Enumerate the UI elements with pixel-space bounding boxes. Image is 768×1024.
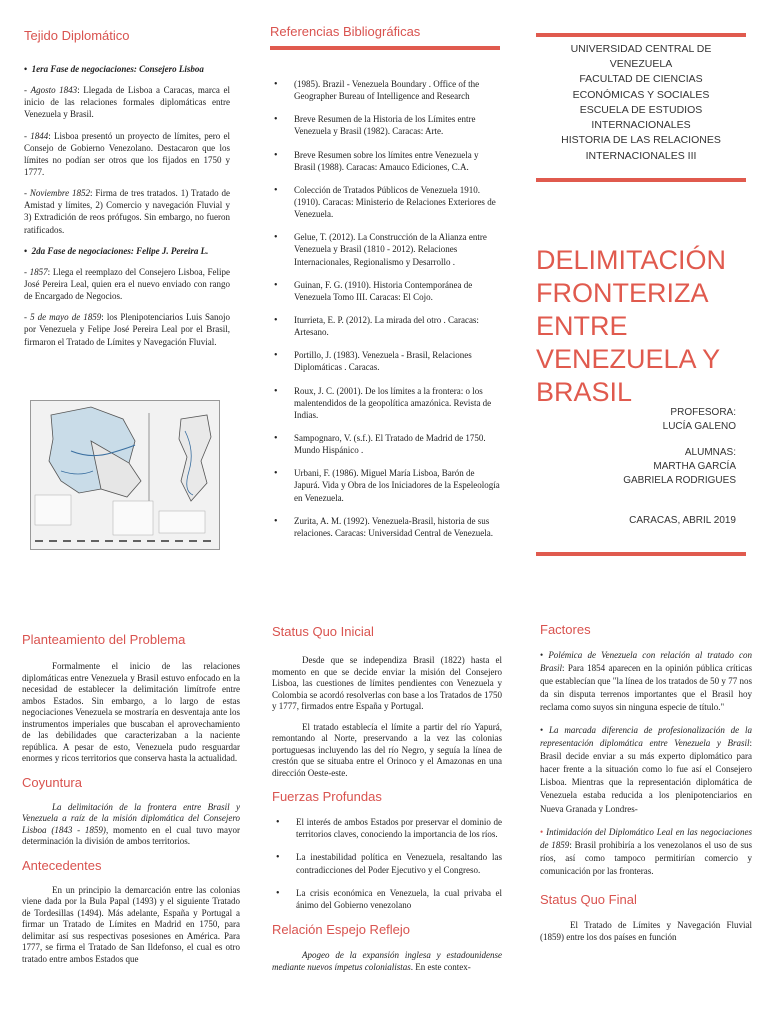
divider-referencias bbox=[270, 46, 500, 50]
institution-block bbox=[536, 42, 746, 172]
event-1844: - 1844: Lisboa presentó un proyecto de límites, pero el Consejo de Gobierno Venezolano. Destacaron que los límites no podían ser otros que los fijados en 1750 y 1777. bbox=[24, 130, 230, 177]
references-list bbox=[270, 78, 502, 539]
reference-item: • (1985). Brazil - Venezuela Boundary . Office of the Geographer Bureau of Intelligence and Research bbox=[270, 78, 502, 102]
reference-item: • Zurita, A. M. (1992). Venezuela-Brasil, historia de sus relaciones. Caracas: Universidad Central de Venezuela. bbox=[270, 515, 502, 539]
institution-line: VENEZUELA bbox=[609, 58, 673, 71]
students-label: ALUMNAS: bbox=[684, 447, 736, 458]
cover-mid-bar bbox=[536, 178, 746, 182]
cover-top-bar bbox=[536, 33, 746, 37]
status-inicial-text-1: Desde que se independiza Brasil (1822) hasta el momento en que se decide enviar la misión del Consejero Lisboa, las cuestiones de límites pendientes con Venezuela y Colombia se acordó resolverlas con base a los Tratados de 1750 y 1777, firmados entre España y Portugal. bbox=[272, 655, 502, 712]
forces-list bbox=[272, 816, 502, 911]
reference-item: • Roux, J. C. (2001). De los límites a la frontera: o los malentendidos de la geopolítica amazónica. Revista de Indias. bbox=[270, 385, 502, 421]
cover-title-block bbox=[536, 244, 762, 404]
force-item: • La inestabilidad política en Venezuela, resaltando las contradicciones del Poder Ejecutivo y el Congreso. bbox=[272, 851, 502, 875]
reference-item: • Breve Resumen de la Historia de los Límites entre Venezuela y Brasil (1982). Caracas: Arte. bbox=[270, 113, 502, 137]
factor-3: • Intimidación del Diplomático Leal en las negociaciones de 1859: Brasil prohibiría a los venezolanos el uso de sus ríos, así como tampoco permitirían comercio y comunicación por las fronteras. bbox=[540, 826, 752, 876]
student-1: MARTHA GARCÍA bbox=[653, 461, 736, 472]
event-1857: - 1857: Llega el reemplazo del Consejero Lisboa, Felipe José Pereira Leal, quien era el nuevo enviado con rango de Encargado de Negocios. bbox=[24, 266, 230, 302]
map-drawing bbox=[31, 401, 219, 549]
institution-line: ECONÓMICAS Y SOCIALES bbox=[572, 88, 710, 101]
panel-factores bbox=[540, 622, 752, 1024]
heading-referencias: Referencias Bibliográficas bbox=[270, 24, 421, 39]
event-1843: - Agosto 1843: Llegada de Lisboa a Caracas, marca el inicio de las relaciones formales diplomáticas entre Venezuela y Brasil. bbox=[24, 85, 230, 120]
institution-line: FACULTAD DE CIENCIAS bbox=[579, 73, 703, 86]
institution-line: INTERNACIONALES III bbox=[585, 149, 697, 162]
heading-antecedentes: Antecedentes bbox=[22, 857, 102, 873]
reference-item: • Iturrieta, E. P. (2012). La mirada del otro . Caracas: Artesano. bbox=[270, 314, 502, 338]
cover-title-line: BRASIL bbox=[536, 376, 633, 404]
force-item: • El interés de ambos Estados por preservar el dominio de territorios claves, conociendo la importancia de los ríos. bbox=[272, 816, 502, 840]
references-container bbox=[270, 78, 502, 558]
cover-bottom-bar bbox=[536, 552, 746, 556]
planteamiento-text: Formalmente el inicio de las relaciones diplomáticas entre Venezuela y Brasil estuvo enfocado en la necesidad de establecer la delimitación limítrofe entre ambos Estados. Sin embargo, a lo largo de estas negociaciones Venezuela se mostraría en desventaja ante los instrumentos imperiales que buscaban el aprovechamiento de las debilidades que caracterizaban a la naciente república. A pesar de esto, Venezuela pudo resguardar enormes y ricos territorios que conserva hasta la actualidad. bbox=[22, 661, 240, 764]
heading-factores: Factores bbox=[540, 622, 591, 637]
place-date: CARACAS, ABRIL 2019 bbox=[629, 515, 736, 526]
factor-2: • La marcada diferencia de profesionalización de la representación diplomática entre Venezuela y Brasil: Brasil decide enviar a su más experto diplomático para hacer frente a la situación como lo fue así el Consejero Lisboa. Mientras que la representación diplomática de Venezuela estaba reducida a los plenipotenciarios en Nueva Granada y Londres- bbox=[540, 725, 752, 814]
status-inicial-text-2: El tratado establecía el límite a partir del río Yapurá, remontando al Norte, preservando a la vez las colonias portuguesas incluyendo las del río Negro, y seguía la línea de crestón que se situaba entre el Orinoco y el Amazonas en una dirección Oeste-este. bbox=[272, 721, 502, 778]
professor-name: LUCÍA GALENO bbox=[662, 421, 736, 432]
panel-status-quo-inicial bbox=[272, 624, 502, 1024]
cover-title-line: DELIMITACIÓN bbox=[536, 245, 727, 275]
reference-item: • Sampognaro, V. (s.f.). El Tratado de Madrid de 1750. Mundo Hispánico . bbox=[270, 432, 502, 456]
reference-item: • Guinan, F. G. (1910). Historia Contemporánea de Venezuela Tomo III. Caracas: El Cojo. bbox=[270, 279, 502, 303]
phase2-title: • 2da Fase de negociaciones: Felipe J. Pereira L. bbox=[24, 245, 209, 256]
relacion-espejo-text: Apogeo de la expansión inglesa y estadounidense mediante nuevos ímpetus colonialistas. En este contex- bbox=[272, 950, 502, 973]
reference-item: • Colección de Tratados Públicos de Venezuela 1910. (1910). Caracas: Ministerio de Relaciones Exteriores de Venezuela. bbox=[270, 184, 502, 220]
institution-line: UNIVERSIDAD CENTRAL DE bbox=[570, 43, 712, 55]
institution-line: INTERNACIONALES bbox=[591, 119, 691, 132]
panel-tejido-diplomatico bbox=[24, 28, 230, 398]
heading-status-quo-inicial: Status Quo Inicial bbox=[272, 624, 374, 639]
reference-item: • Breve Resumen sobre los límites entre Venezuela y Brasil (1988). Caracas: Amauco Ediciones, C.A. bbox=[270, 149, 502, 173]
boundary-map-image bbox=[30, 400, 220, 550]
heading-planteamiento: Planteamiento del Problema bbox=[22, 632, 186, 647]
coyuntura-text: La delimitación de la frontera entre Brasil y Venezuela a raíz de la misión diplomática del Consejero Lisboa (1843 - 1859), momento en el cual tuvo mayor determinación la división de ambos territorios. bbox=[22, 801, 240, 847]
event-1859: - 5 de mayo de 1859: los Plenipotenciarios Luis Sanojo por Venezuela y Felipe José Pereira Leal por el Brasil, firmaron el Tratado de Límites y Navegación Fluvial. bbox=[24, 312, 230, 347]
cover-title-line: VENEZUELA Y bbox=[536, 343, 721, 374]
status-final-text: El Tratado de Límites y Navegación Fluvial (1859) entre los dos países en función bbox=[540, 919, 752, 942]
heading-relacion-espejo: Relación Espejo Reflejo bbox=[272, 922, 411, 937]
antecedentes-text: En un principio la demarcación entre las colonias viene dada por la Bula Papal (1493) y el siguiente Tratado de Tordesillas (1494). Más adelante, España y Portugal a firmar un Tratado de Límites en Madrid en 1750, para delimitar así sus respectivas posesiones en América. Para 1777, se firma el Tratado de San Ildefonso, el cual es otro tratado entre ambos Estados que bbox=[22, 884, 240, 964]
heading-fuerzas-profundas: Fuerzas Profundas bbox=[272, 789, 382, 805]
cover-title-line: FRONTERIZA bbox=[536, 277, 709, 308]
professor-label: PROFESORA: bbox=[670, 407, 736, 418]
force-item: • La crisis económica en Venezuela, la cual privaba el ánimo del Gobierno venezolano bbox=[272, 887, 502, 911]
panel-planteamiento bbox=[22, 632, 240, 1024]
cover-title-line: ENTRE bbox=[536, 310, 628, 341]
reference-item: • Portillo, J. (1983). Venezuela - Brasil, Relaciones Diplomáticas . Caracas. bbox=[270, 349, 502, 373]
heading-coyuntura: Coyuntura bbox=[22, 774, 82, 790]
phase1-title: • 1era Fase de negociaciones: Consejero Lisboa bbox=[24, 64, 204, 74]
factor-1: • Polémica de Venezuela con relación al tratado con Brasil: Para 1854 aparecen en la opinión pública críticas que establecían que "la línea de los tratados de 50 y 77 nos da sin disputa terrenos importantes que el Brasil hoy reclama como suyos sin ninguna especie de título." bbox=[540, 650, 752, 713]
authors-block bbox=[536, 406, 736, 546]
institution-line: ESCUELA DE ESTUDIOS bbox=[579, 103, 703, 116]
event-1852: - Noviembre 1852: Firma de tres tratados. 1) Tratado de Amistad y límites, 2) Comercio y navegación Fluvial y 3) Extradición de reos prófugos. Sin embargo, no fueron ratificados. bbox=[24, 188, 230, 235]
heading-status-quo-final: Status Quo Final bbox=[540, 891, 637, 907]
heading-tejido-diplomatico: Tejido Diplomático bbox=[24, 28, 130, 43]
reference-item: • Gelue, T. (2012). La Construcción de la Alianza entre Venezuela y Brasil (1810 - 2012). Relaciones Internacionales, Regionalismo y Desarrollo . bbox=[270, 231, 502, 267]
reference-item: • Urbani, F. (1986). Miguel María Lisboa, Barón de Japurá. Vida y Obra de los Iniciadores de la Espeleología en Venezuela. bbox=[270, 467, 502, 503]
cover-title bbox=[536, 244, 762, 404]
student-2: GABRIELA RODRIGUES bbox=[623, 475, 736, 486]
institution-line: HISTORIA DE LAS RELACIONES bbox=[561, 134, 721, 147]
